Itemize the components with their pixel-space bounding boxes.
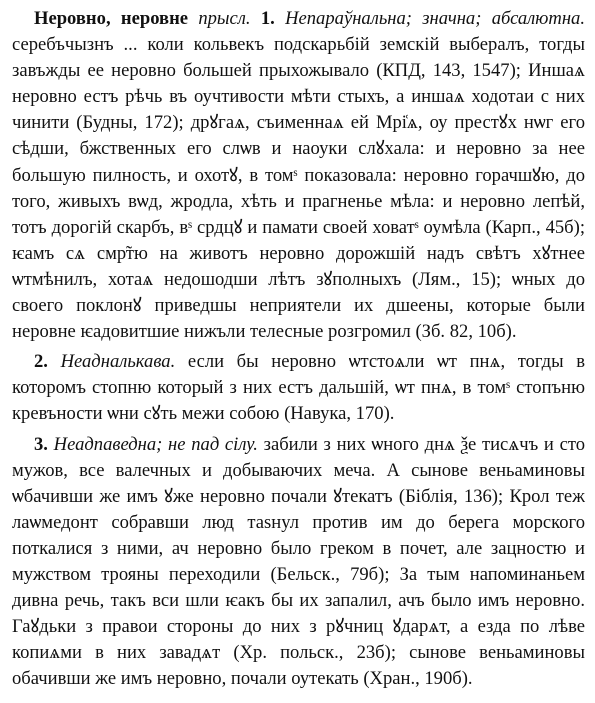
sense-gloss: Неадпаведна; не пад сілу. (53, 433, 258, 455)
sense-text: серебъчызнъ ... коли кольвекъ подскарьбій земскій выбералъ, тогды завъжды ее неровно большей прыхожывало (КПД, 143, 1547); Иншаѧ неровно естъ рѣчь въ оучтивости мѣти стыхъ, а иншаѧ ходотаи с них чинити (Будны, 172); дрꙋгаѧ, съименнаѧ ей Мрі͑ѧ, оу престꙋх нѡг его сѣдши, бжственных его слѡв и наоуки слꙋхала: и неровно за нее большую пилность, и охотꙋ, в томˢ показовала: неровно горачшꙋю, до того, живыхъ вѡд, жродла, хѣть и прагненье мѣла: и неровно лепѣй, тотъ дорогій скарбъ, вˢ срдцꙋ и памати своей ховатˢ оумѣла (Карп., 45б); ѥамъ сѧ смр̃тю на животъ неровно дорожшій надъ свѣтъ хꙋтнее ѡтмѣнилъ, хотаѧ недошодши лѣтъ зꙋполныхъ (Лям., 15); ѡных до своего поклонꙋ приведшы неприятели их дшеены, которые были неровне ѥадовитшие нижъли телесные розгромил (Зб. 82, 10б). (12, 34, 585, 343)
sense-number: 1. (260, 8, 275, 29)
sense-number: 3. (34, 433, 48, 455)
sense-gloss: Непараўнальна; значна; абсалютна. (285, 8, 585, 29)
sense-1-paragraph (12, 6, 585, 345)
dictionary-entry (12, 6, 585, 692)
sense-2-paragraph (12, 349, 585, 427)
sense-text: если бы неровно ѡтстоѧли ѡт пнѧ, тогды в которомъ стопню который з них естъ дальшій, ѡт пнѧ, в томˢ стопъню кревъности ѡни сꙋть межи собою (Навука, 170). (12, 351, 585, 425)
sense-text: забили з них ѡного днѧ ѯе тисѧчъ и сто мужов, все валечных и добываючих меча. А сынове веньаминовы ѡбачивши же имъ ꙋже неровно почали ꙋтекатъ (Біблія, 136); Крол теж лаѡмедонт собравши люд таѕнул против им до берега морского поткалися з ними, ач неровно было греком в почет, але зацностю и мужством трояны переходили (Бельск., 79б); За тым напоминаньем дивна речь, такъ вси шли ѥакъ бы их запалил, ачъ было имъ неровно. Гаꙋдьки з правои стороны до них з рꙋчниц ꙋдарѧт, а езда по лѣве копиѧми в них завадѧт (Хр. польск., 23б); сынове веньаминовы обачивши же имъ неровно, почали оутекать (Хран., 190б). (12, 433, 585, 690)
sense-number: 2. (34, 351, 48, 373)
sense-gloss: Неадналькава. (60, 351, 176, 373)
sense-3-paragraph (12, 432, 585, 693)
part-of-speech: прысл. (198, 8, 251, 29)
headword: Неровно, неровне (34, 8, 189, 29)
